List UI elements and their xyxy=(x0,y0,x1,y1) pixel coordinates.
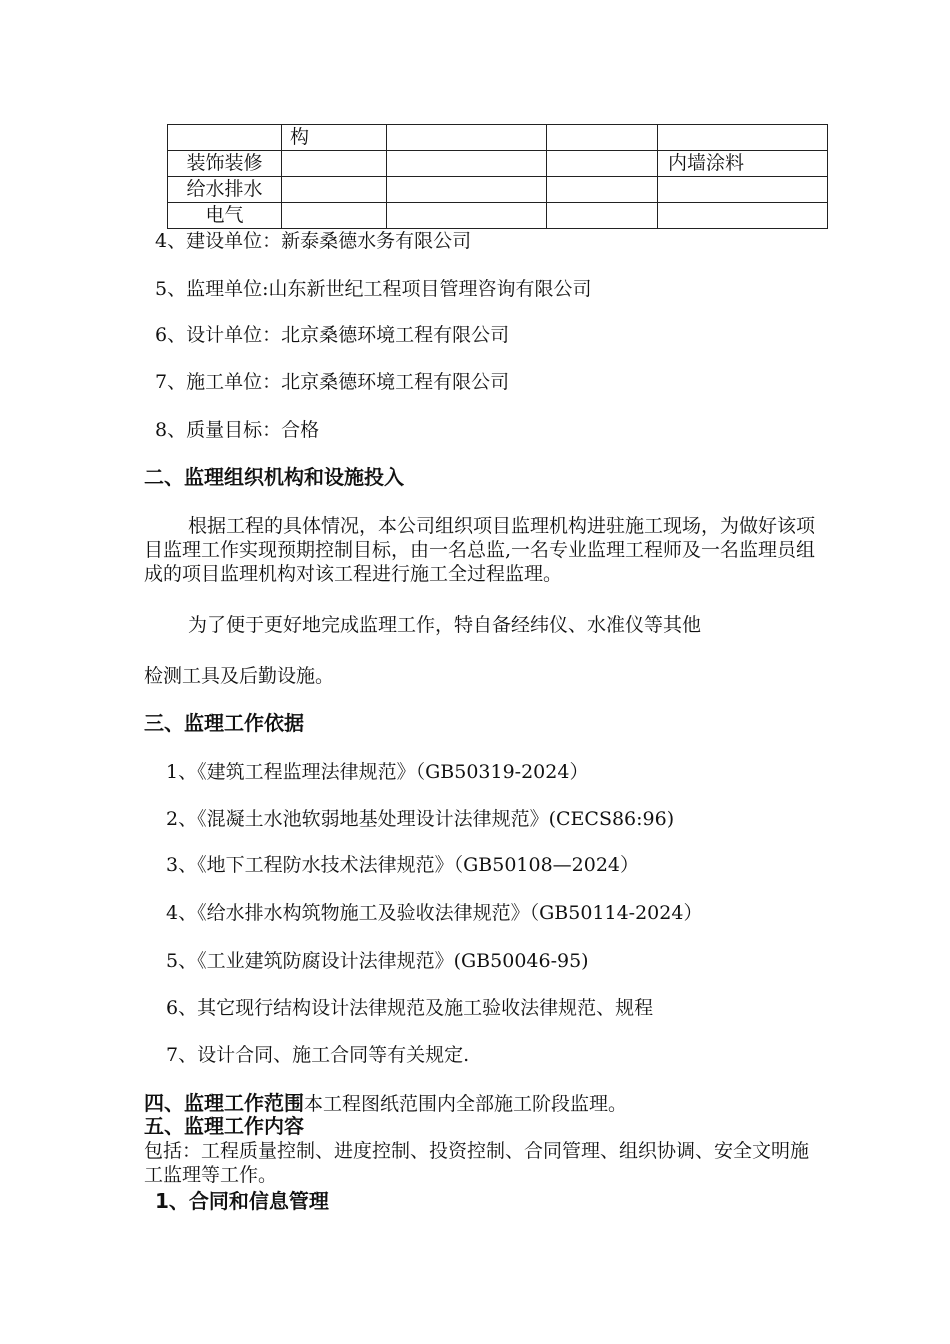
list-item: 2、《混凝土水池软弱地基处理设计法律规范》(CECS86:96) xyxy=(166,808,675,830)
table-cell: 内墙涂料 xyxy=(658,151,828,177)
table-cell xyxy=(282,177,387,203)
table-cell: 构 xyxy=(290,126,310,148)
table-cell xyxy=(387,203,547,229)
section-heading: 三、监理工作依据 xyxy=(144,711,304,735)
section-heading: 二、监理组织机构和设施投入 xyxy=(144,465,404,489)
section-text: 本工程图纸范围内全部施工阶段监理。 xyxy=(304,1093,628,1115)
table-cell xyxy=(387,151,547,177)
list-item: 1、《建筑工程监理法律规范》（GB50319-2024） xyxy=(166,761,589,783)
table-cell: 装饰装修 xyxy=(168,151,282,177)
sub-heading: 1、合同和信息管理 xyxy=(155,1189,329,1213)
table-cell xyxy=(547,177,658,203)
list-item: 3、《地下工程防水技术法律规范》（GB50108—2024） xyxy=(166,854,640,876)
table-cell xyxy=(168,125,282,151)
table-row xyxy=(168,177,828,203)
paragraph: 检测工具及后勤设施。 xyxy=(144,665,335,687)
table-row xyxy=(168,125,828,151)
project-info-item: 4、建设单位：新泰桑德水务有限公司 xyxy=(155,230,472,252)
project-info-item: 8、质量目标：合格 xyxy=(155,419,320,441)
list-item: 4、《给水排水构筑物施工及验收法律规范》（GB50114-2024） xyxy=(166,902,703,924)
table-cell xyxy=(547,125,658,151)
paragraph: 根据工程的具体情况，本公司组织项目监理机构进驻施工现场，为做好该项目监理工作实现预期控制目标，由一名总监,一名专业监理工程师及一名监理员组成的项目监理机构对该工程进行施工全过程监理。 xyxy=(144,515,816,585)
project-info-item: 5、监理单位:山东新世纪工程项目管理咨询有限公司 xyxy=(155,278,592,300)
table-cell xyxy=(658,203,828,229)
table-cell xyxy=(387,177,547,203)
table-cell xyxy=(282,151,387,177)
list-item: 6、其它现行结构设计法律规范及施工验收法律规范、规程 xyxy=(166,997,654,1019)
section-heading: 五、监理工作内容 xyxy=(144,1114,304,1138)
section-heading: 四、监理工作范围 xyxy=(144,1091,304,1115)
table-row xyxy=(168,151,828,177)
paragraph: 包括：工程质量控制、进度控制、投资控制、合同管理、组织协调、安全文明施工监理等工作。 xyxy=(144,1140,810,1186)
table-cell xyxy=(282,203,387,229)
project-info-item: 7、施工单位：北京桑德环境工程有限公司 xyxy=(155,371,510,393)
project-info-item: 6、设计单位：北京桑德环境工程有限公司 xyxy=(155,324,510,346)
project-spec-table xyxy=(167,124,828,229)
table-cell xyxy=(387,125,547,151)
table-cell: 给水排水 xyxy=(168,177,282,203)
table-cell xyxy=(547,203,658,229)
table-cell xyxy=(658,125,828,151)
table-row xyxy=(168,203,828,229)
table-cell xyxy=(658,177,828,203)
table-cell: 电气 xyxy=(168,203,282,229)
paragraph: 为了便于更好地完成监理工作，特自备经纬仪、水准仪等其他 xyxy=(188,614,702,636)
list-item: 7、设计合同、施工合同等有关规定. xyxy=(166,1044,470,1066)
list-item: 5、《工业建筑防腐设计法律规范》(GB50046-95) xyxy=(166,950,589,972)
table-cell xyxy=(547,151,658,177)
